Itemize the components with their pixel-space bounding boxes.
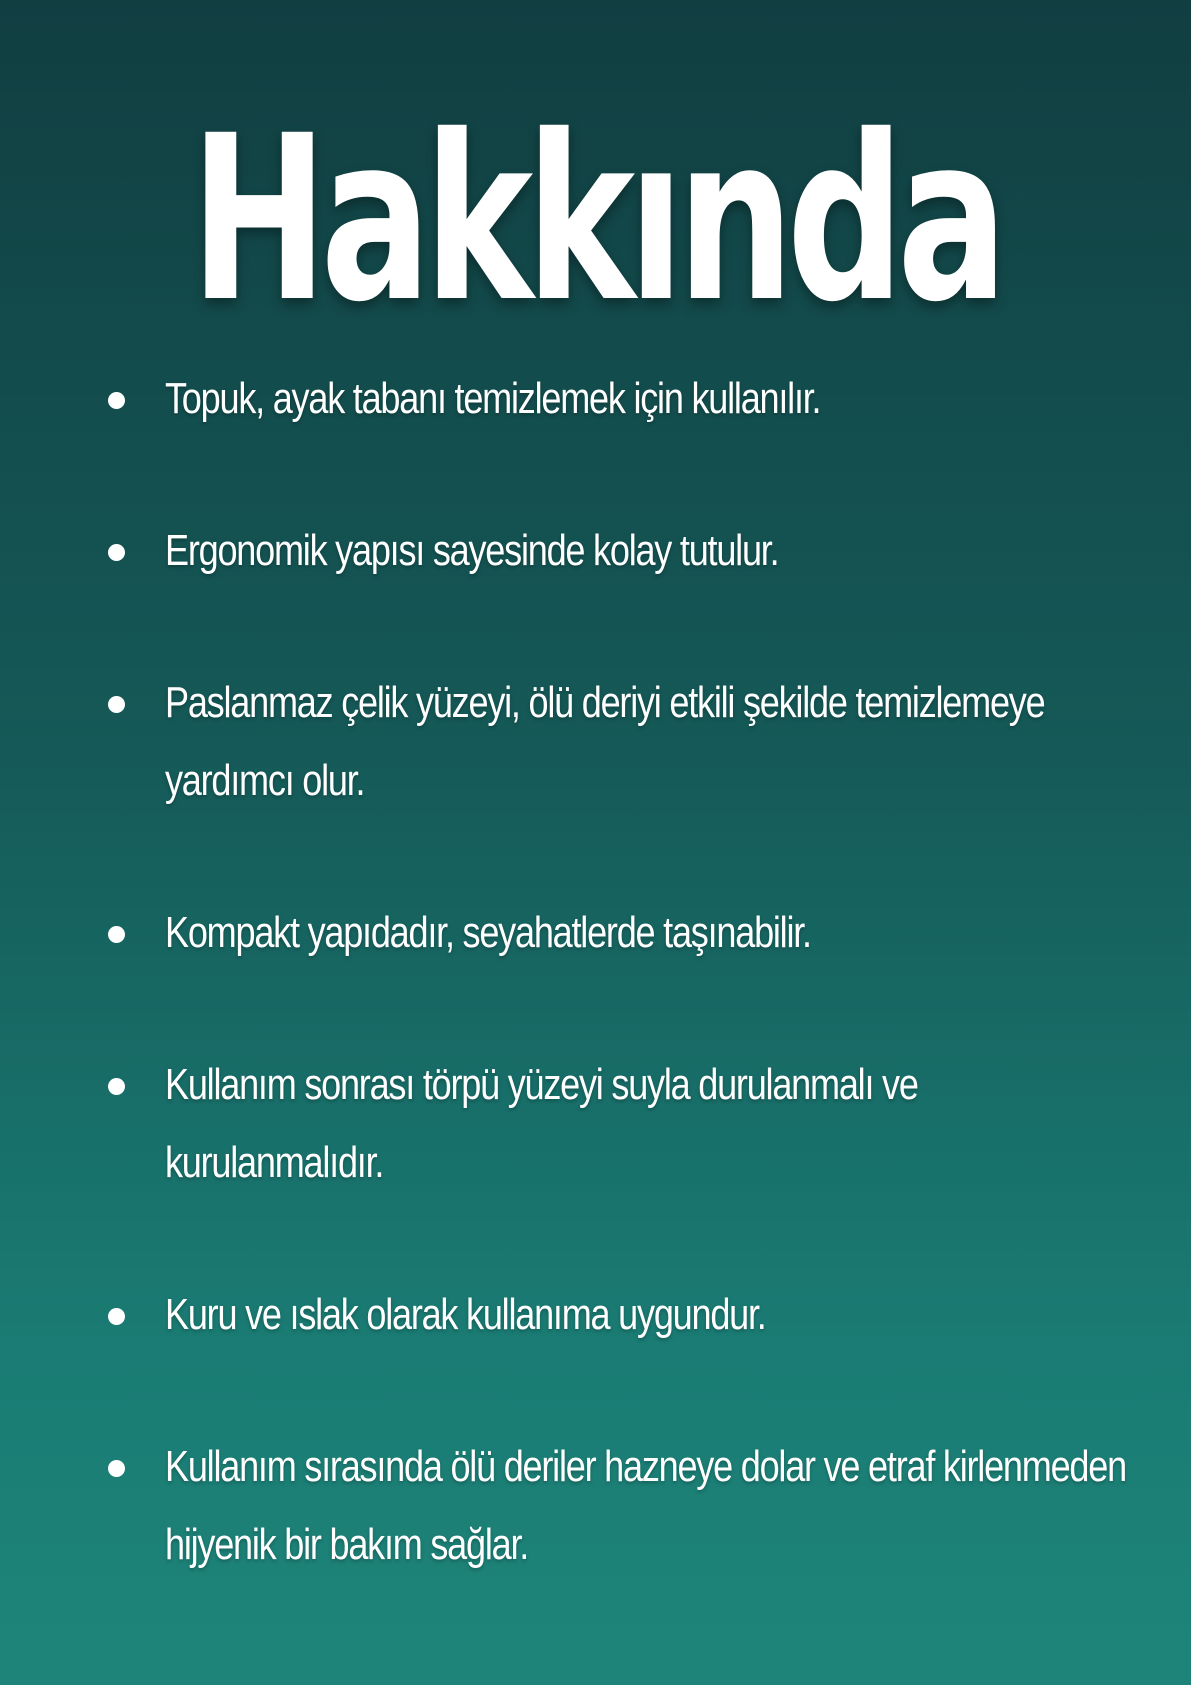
bullet-icon xyxy=(108,1078,125,1095)
feature-list xyxy=(0,360,1191,1658)
feature-item xyxy=(0,512,1010,590)
feature-item xyxy=(0,664,1045,820)
feature-text: Kullanım sırasında ölü deriler hazneye dolar ve etraf kirlenmeden hijyenik bir bakım sağlar. xyxy=(165,1442,1126,1569)
bullet-icon xyxy=(108,392,125,409)
feature-item xyxy=(0,1276,1010,1354)
feature-text: Ergonomik yapısı sayesinde kolay tutulur. xyxy=(165,526,779,575)
feature-item xyxy=(0,894,1010,972)
feature-item xyxy=(0,1428,1126,1584)
feature-text: Kuru ve ıslak olarak kullanıma uygundur. xyxy=(165,1290,766,1339)
bullet-icon xyxy=(108,926,125,943)
feature-item xyxy=(0,360,1010,438)
feature-item xyxy=(0,1046,1010,1202)
feature-text: Paslanmaz çelik yüzeyi, ölü deriyi etkili şekilde temizlemeye yardımcı olur. xyxy=(165,678,1045,805)
bullet-icon xyxy=(108,1460,125,1477)
bullet-icon xyxy=(108,544,125,561)
feature-text: Kullanım sonrası törpü yüzeyi suyla durulanmalı ve kurulanmalıdır. xyxy=(165,1060,918,1187)
feature-text: Topuk, ayak tabanı temizlemek için kullanılır. xyxy=(165,374,821,423)
feature-text: Kompakt yapıdadır, seyahatlerde taşınabilir. xyxy=(165,908,811,957)
bullet-icon xyxy=(108,696,125,713)
page-title: Hakkında xyxy=(190,86,1001,352)
bullet-icon xyxy=(108,1308,125,1325)
